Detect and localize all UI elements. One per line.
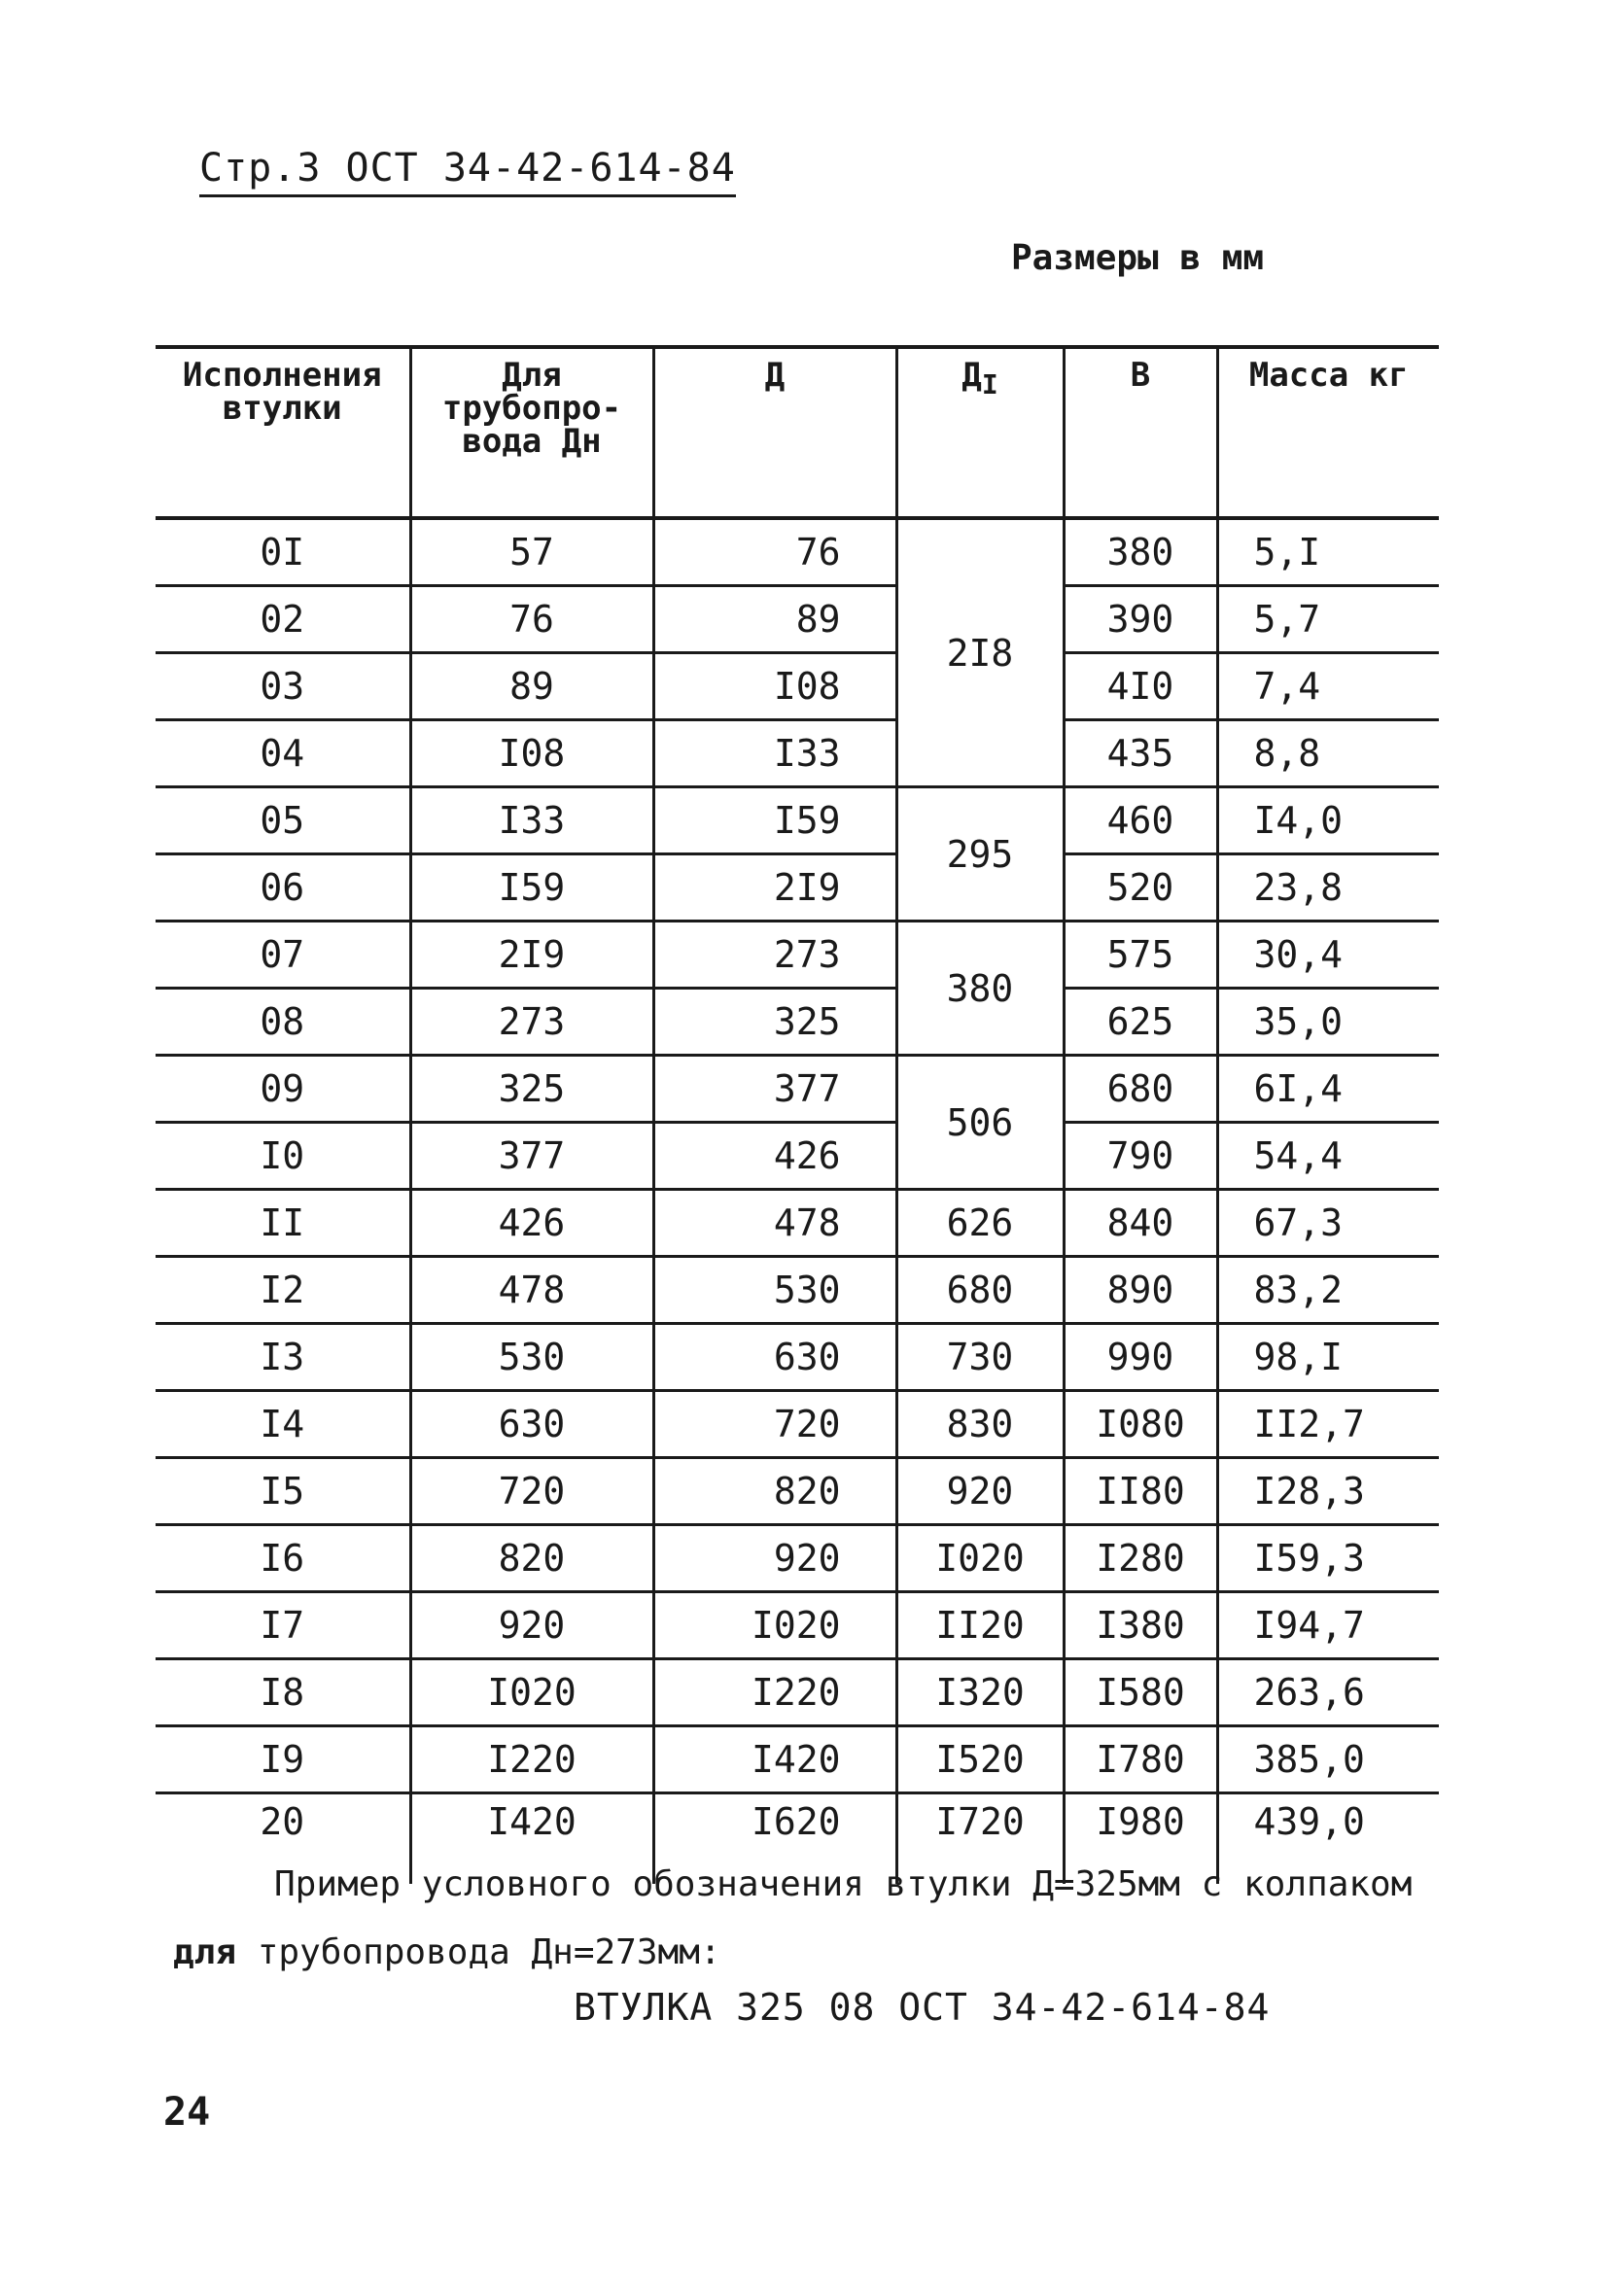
cell-d: I59 xyxy=(653,787,896,854)
cell-variant: 03 xyxy=(156,653,410,720)
cell-variant: 20 xyxy=(260,1800,305,1843)
cell-mass: 67,3 xyxy=(1217,1190,1439,1257)
cell-mass: 439,0 xyxy=(1217,1793,1439,1885)
table-row xyxy=(156,1056,1439,1123)
cell-d: 273 xyxy=(653,922,896,989)
table-row xyxy=(156,1458,1439,1525)
cell-variant: 09 xyxy=(156,1056,410,1123)
table-row xyxy=(156,989,1439,1056)
col-header-b: В xyxy=(1064,347,1217,518)
cell-pipe-dn: I220 xyxy=(410,1726,653,1793)
cell-b: 390 xyxy=(1064,586,1217,653)
cell-pipe-dn: 630 xyxy=(410,1391,653,1458)
cell-d1: 920 xyxy=(896,1458,1064,1525)
cell-pipe-dn: I08 xyxy=(410,720,653,787)
cell-d: I420 xyxy=(653,1726,896,1793)
table-row xyxy=(156,1324,1439,1391)
cell-b: 435 xyxy=(1064,720,1217,787)
cell-b: 790 xyxy=(1064,1123,1217,1190)
cell-d: 426 xyxy=(653,1123,896,1190)
cell-d1-group: 380 xyxy=(896,922,1064,1056)
cell-variant: I4 xyxy=(156,1391,410,1458)
cell-b: 460 xyxy=(1064,787,1217,854)
cell-b: 680 xyxy=(1064,1056,1217,1123)
cell-d: I220 xyxy=(653,1659,896,1726)
cell-d: 89 xyxy=(653,586,896,653)
cell-mass: 35,0 xyxy=(1217,989,1439,1056)
cell-b: 625 xyxy=(1064,989,1217,1056)
table-header-row xyxy=(156,347,1439,518)
cell-variant: I3 xyxy=(156,1324,410,1391)
example-text-line-2 xyxy=(173,1932,721,1972)
cell-b: 890 xyxy=(1064,1257,1217,1324)
cell-d: I33 xyxy=(653,720,896,787)
cell-mass: 83,2 xyxy=(1217,1257,1439,1324)
col-header-d: Д xyxy=(653,347,896,518)
cell-mass: 8,8 xyxy=(1217,720,1439,787)
cell-pipe-dn: 530 xyxy=(410,1324,653,1391)
cell-variant: 06 xyxy=(156,854,410,922)
cell-variant: I7 xyxy=(156,1592,410,1659)
cell-b: 990 xyxy=(1064,1324,1217,1391)
cell-pipe-dn: 57 xyxy=(410,518,653,586)
table-row xyxy=(156,1391,1439,1458)
cell-d: 478 xyxy=(653,1190,896,1257)
document-header: Стр.3 ОСТ 34-42-614-84 xyxy=(199,146,736,197)
cell-d1: I020 xyxy=(896,1525,1064,1592)
cell-pipe-dn: 2I9 xyxy=(410,922,653,989)
table-row xyxy=(156,1525,1439,1592)
cell-mass: 6I,4 xyxy=(1217,1056,1439,1123)
cell-variant: I6 xyxy=(156,1525,410,1592)
table-row xyxy=(156,922,1439,989)
cell-pipe-dn: I33 xyxy=(410,787,653,854)
cell-variant: 08 xyxy=(156,989,410,1056)
cell-mass: I59,3 xyxy=(1217,1525,1439,1592)
cell-d1: 626 xyxy=(896,1190,1064,1257)
example-line-2-rest: трубопровода Дн=273мм: xyxy=(257,1932,721,1972)
cell-variant: 02 xyxy=(156,586,410,653)
cell-mass: 23,8 xyxy=(1217,854,1439,922)
cell-d1-group: 2I8 xyxy=(896,518,1064,787)
cell-variant: 04 xyxy=(156,720,410,787)
col-header-d1-subscript: I xyxy=(981,368,998,400)
cell-d1-group: 506 xyxy=(896,1056,1064,1190)
cell-mass: 7,4 xyxy=(1217,653,1439,720)
cell-b: 840 xyxy=(1064,1190,1217,1257)
cell-d: I620 xyxy=(653,1793,896,1885)
cell-d1: II20 xyxy=(896,1592,1064,1659)
cell-mass: I4,0 xyxy=(1217,787,1439,854)
cell-mass: II2,7 xyxy=(1217,1391,1439,1458)
example-line-2-prefix: для xyxy=(173,1932,237,1972)
cell-d: 530 xyxy=(653,1257,896,1324)
table-row xyxy=(156,787,1439,854)
cell-pipe-dn: I420 xyxy=(410,1793,653,1885)
cell-mass: 54,4 xyxy=(1217,1123,1439,1190)
bushing-dimensions-table xyxy=(156,345,1439,1884)
table-row xyxy=(156,1190,1439,1257)
table-row xyxy=(156,518,1439,586)
col-header-variant: Исполнения втулки xyxy=(156,347,410,518)
cell-d1-group: 295 xyxy=(896,787,1064,922)
cell-b: I580 xyxy=(1064,1659,1217,1726)
col-header-mass: Масса кг xyxy=(1217,347,1439,518)
cell-b: 520 xyxy=(1064,854,1217,922)
cell-mass: 98,I xyxy=(1217,1324,1439,1391)
cell-pipe-dn: 325 xyxy=(410,1056,653,1123)
example-text-line-1: Пример условного обозначения втулки Д=325мм с колпаком xyxy=(274,1864,1413,1904)
cell-mass: 5,I xyxy=(1217,518,1439,586)
cell-variant: 07 xyxy=(156,922,410,989)
cell-d: I020 xyxy=(653,1592,896,1659)
cell-d: 325 xyxy=(653,989,896,1056)
cell-d1: I520 xyxy=(896,1726,1064,1793)
cell-pipe-dn: 720 xyxy=(410,1458,653,1525)
cell-d: 630 xyxy=(653,1324,896,1391)
cell-mass: 385,0 xyxy=(1217,1726,1439,1793)
cell-b: 4I0 xyxy=(1064,653,1217,720)
cell-variant: I2 xyxy=(156,1257,410,1324)
cell-b: I980 xyxy=(1064,1793,1217,1885)
cell-pipe-dn: I020 xyxy=(410,1659,653,1726)
cell-variant: I0 xyxy=(156,1123,410,1190)
cell-d: I08 xyxy=(653,653,896,720)
cell-d1: 830 xyxy=(896,1391,1064,1458)
cell-pipe-dn: 89 xyxy=(410,653,653,720)
cell-pipe-dn: 820 xyxy=(410,1525,653,1592)
cell-variant: I8 xyxy=(156,1659,410,1726)
cell-mass: 5,7 xyxy=(1217,586,1439,653)
table-row xyxy=(156,1726,1439,1793)
cell-b: 380 xyxy=(1064,518,1217,586)
cell-mass: 30,4 xyxy=(1217,922,1439,989)
col-header-d1-base: Д xyxy=(961,356,982,395)
cell-d1: 680 xyxy=(896,1257,1064,1324)
cell-mass: 263,6 xyxy=(1217,1659,1439,1726)
cell-b: I380 xyxy=(1064,1592,1217,1659)
cell-b: I080 xyxy=(1064,1391,1217,1458)
cell-b: I780 xyxy=(1064,1726,1217,1793)
cell-d1: I720 xyxy=(896,1793,1064,1885)
cell-pipe-dn: 920 xyxy=(410,1592,653,1659)
cell-pipe-dn: I59 xyxy=(410,854,653,922)
page-number: 24 xyxy=(163,2090,211,2135)
cell-pipe-dn: 478 xyxy=(410,1257,653,1324)
table-row xyxy=(156,1257,1439,1324)
col-header-pipe-dn: Для трубопро- вода Дн xyxy=(410,347,653,518)
cell-b: I280 xyxy=(1064,1525,1217,1592)
cell-variant: I5 xyxy=(156,1458,410,1525)
cell-pipe-dn: 377 xyxy=(410,1123,653,1190)
cell-d1: 730 xyxy=(896,1324,1064,1391)
table-row xyxy=(156,1592,1439,1659)
cell-d: 920 xyxy=(653,1525,896,1592)
cell-variant: 0I xyxy=(156,518,410,586)
cell-variant: II xyxy=(156,1190,410,1257)
cell-b: 575 xyxy=(1064,922,1217,989)
col-header-d1 xyxy=(896,347,1064,518)
table-row xyxy=(156,653,1439,720)
table-row xyxy=(156,854,1439,922)
cell-d: 820 xyxy=(653,1458,896,1525)
table-row xyxy=(156,720,1439,787)
cell-mass: I28,3 xyxy=(1217,1458,1439,1525)
cell-variant: 05 xyxy=(156,787,410,854)
cell-pipe-dn: 273 xyxy=(410,989,653,1056)
cell-d: 76 xyxy=(653,518,896,586)
cell-d1: I320 xyxy=(896,1659,1064,1726)
table-row xyxy=(156,1123,1439,1190)
example-designation: ВТУЛКА 325 08 ОСТ 34-42-614-84 xyxy=(574,1986,1271,2029)
cell-d: 720 xyxy=(653,1391,896,1458)
table-row xyxy=(156,586,1439,653)
cell-d: 2I9 xyxy=(653,854,896,922)
cell-pipe-dn: 426 xyxy=(410,1190,653,1257)
cell-variant: I9 xyxy=(156,1726,410,1793)
units-note: Размеры в мм xyxy=(1011,238,1265,278)
cell-d: 377 xyxy=(653,1056,896,1123)
cell-b: II80 xyxy=(1064,1458,1217,1525)
table-row xyxy=(156,1659,1439,1726)
cell-pipe-dn: 76 xyxy=(410,586,653,653)
cell-mass: I94,7 xyxy=(1217,1592,1439,1659)
